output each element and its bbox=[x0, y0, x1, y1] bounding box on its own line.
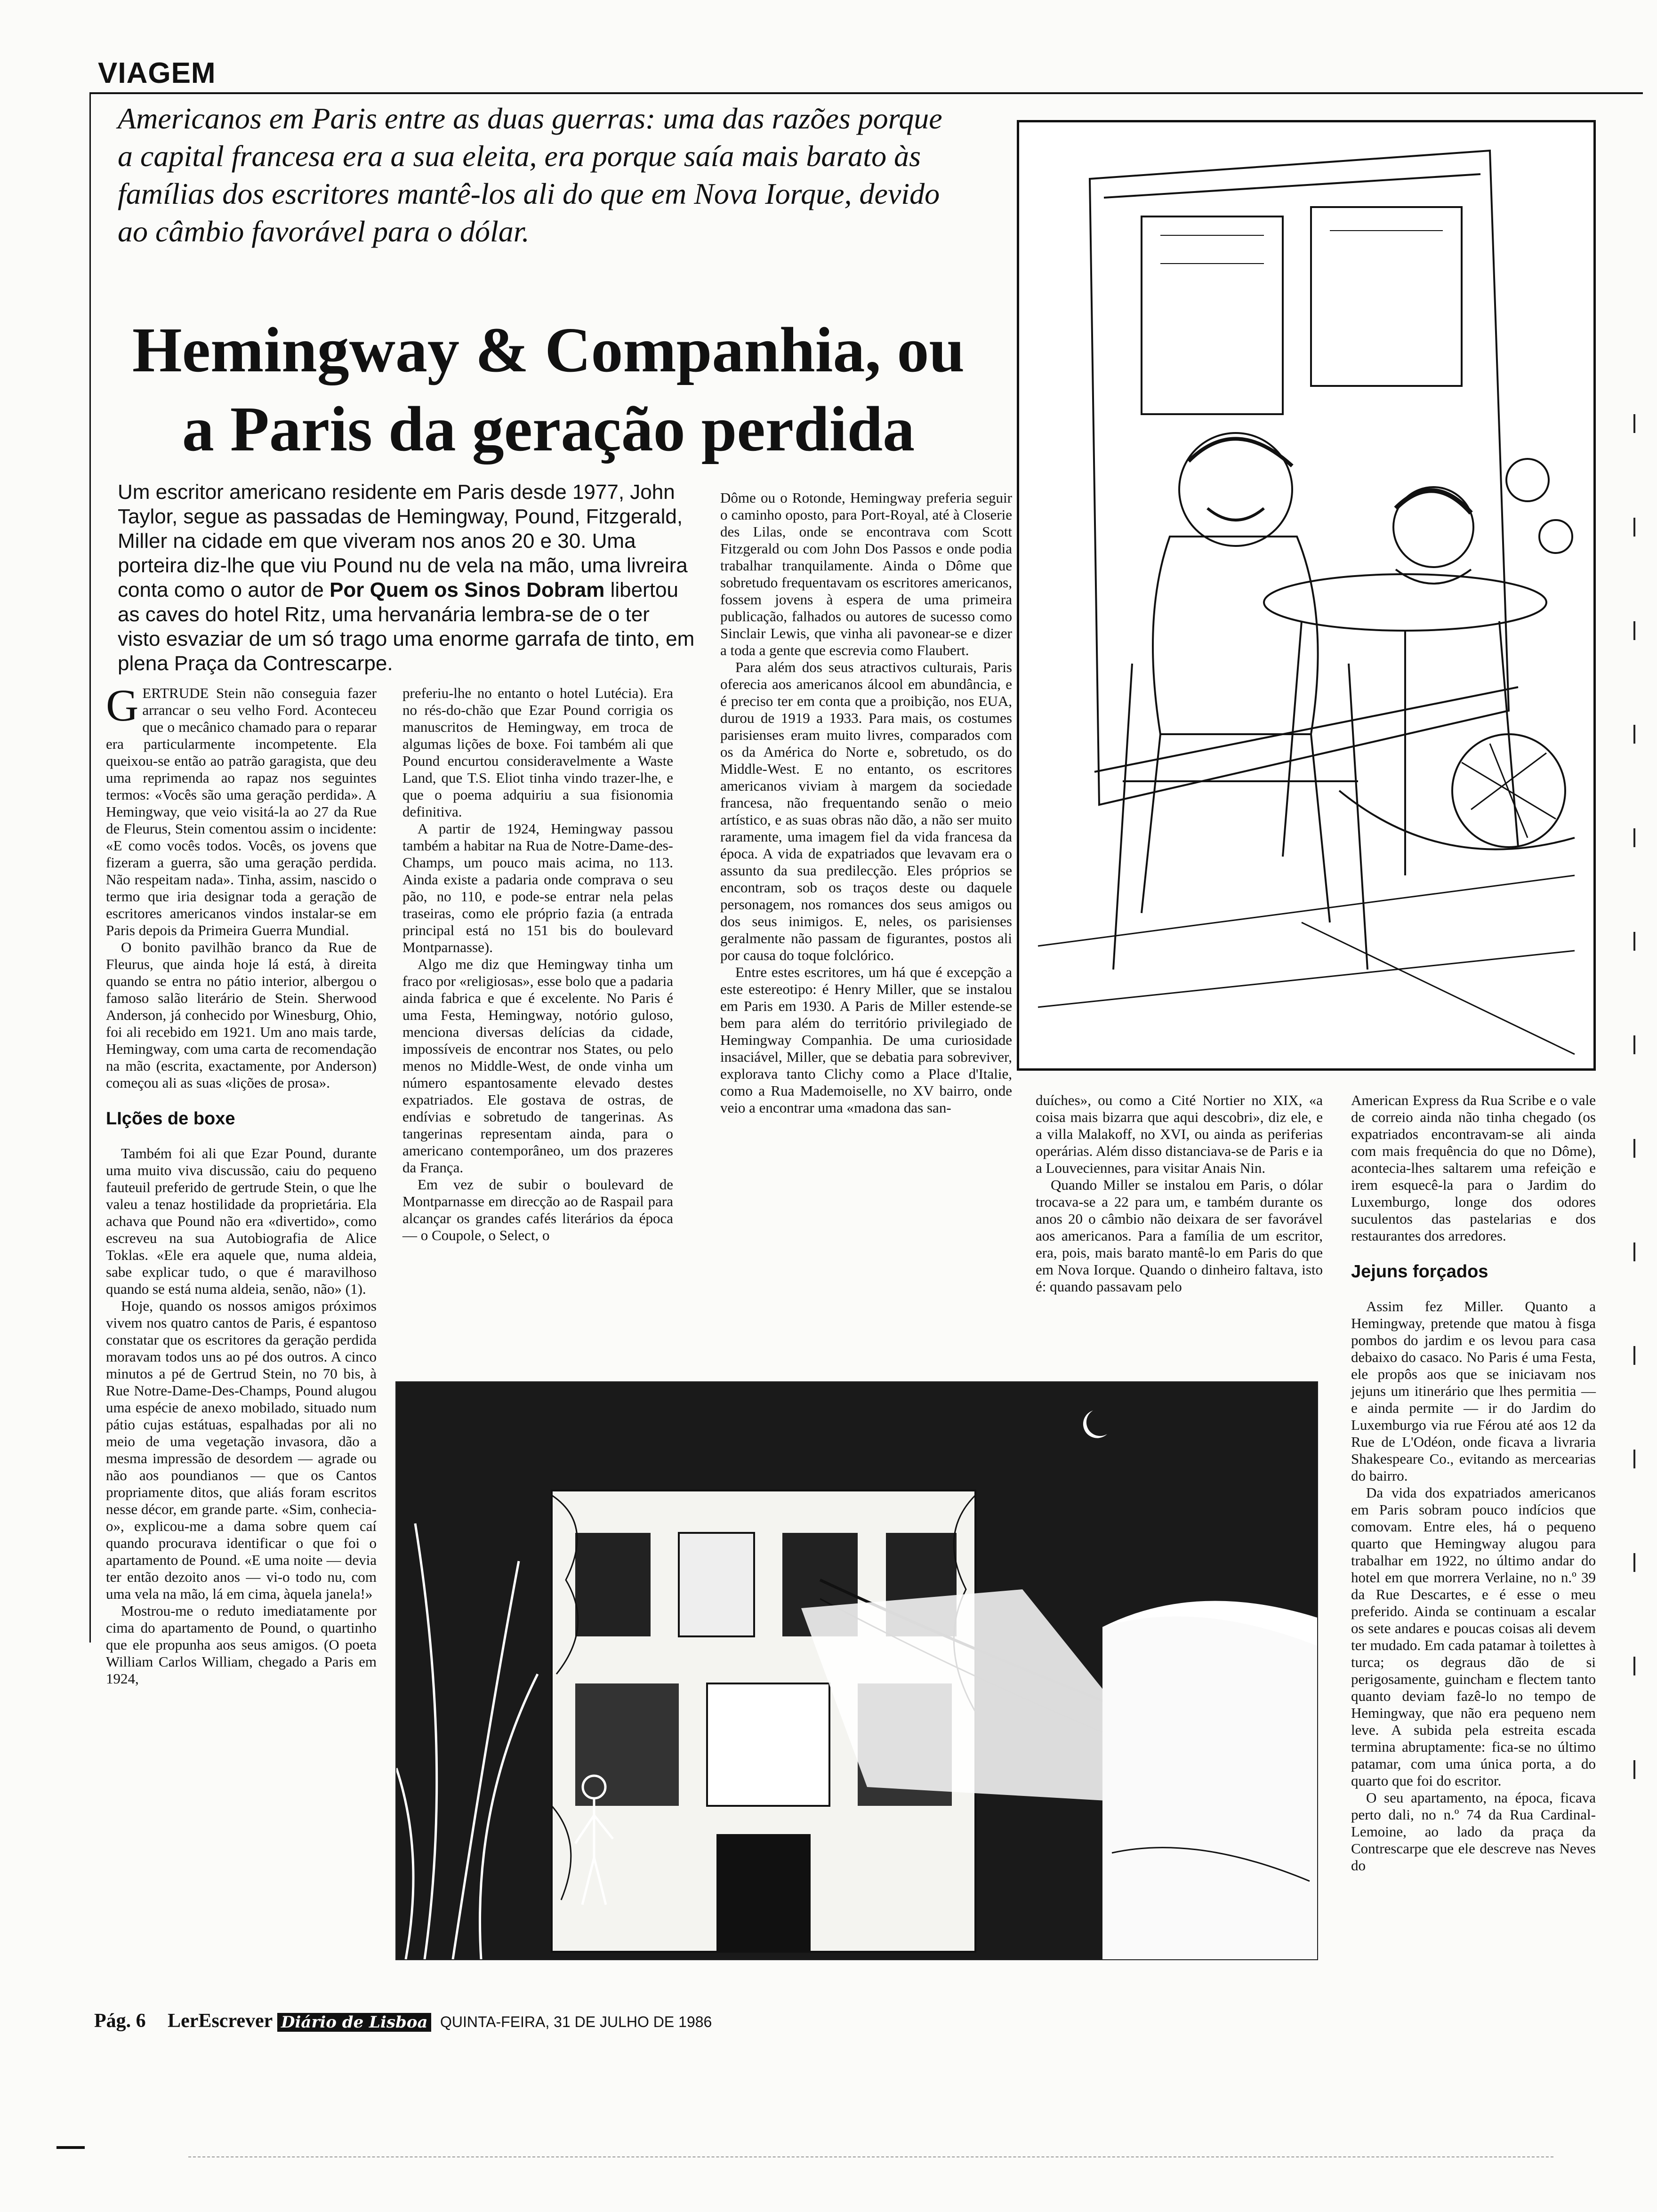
paragraph-text: ERTRUDE Stein não conseguia fazer arrancar o seu velho Ford. Aconteceu que o mecânico chamado para o reparar era particularmente incompetente. Ela queixou-se então ao patrão garagista, que deu uma reprimenda ao rapaz nos seguintes termos: «Vocês são uma geração perdida». A Hemingway, que veio visitá-la ao 27 da Rue de Fleurus, Stein comentou assim o incidente: «E como vocês todos. Vocês, os jovens que fizeram a guerra, são uma geração perdida. Não respeitam nada». Tinha, assim, nascido o termo que iria designar toda a geração de escritores americanos vindos instalar-se em Paris depois da Primeira Guerra Mundial. bbox=[106, 685, 377, 938]
issue-date: QUINTA-FEIRA, 31 DE JULHO DE 1986 bbox=[440, 2013, 712, 2030]
cafe-drawing bbox=[1019, 122, 1593, 1068]
headline bbox=[94, 311, 1003, 469]
section-label: VIAGEM bbox=[98, 57, 216, 89]
fold-line bbox=[188, 2156, 1553, 2157]
lead-paragraph: Americanos em Paris entre as duas guerras: uma das razões porque a capital francesa era a sua eleita, era porque saía mais barato às famílias dos escritores mantê-los ali do que em Nova Iorque, devido ao câmbio favorável para o dólar. bbox=[118, 102, 942, 248]
paragraph: Mostrou-me o reduto imediatamente por cima do apartamento de Pound, o quartinho que ele propunha aos seus amigos. (O poeta William Carlos William, chegado a Paris em 1924, bbox=[106, 1603, 377, 1687]
cafe-illustration bbox=[1017, 120, 1596, 1071]
courtyard-drawing bbox=[396, 1382, 1317, 1959]
supplement-name: LerEscrever bbox=[168, 2010, 273, 2032]
paragraph: O seu apartamento, na época, ficava perto dali, no n.º 74 da Rua Cardinal-Lemoine, ao lado da praça da Contrescarpe que ele descreve nas Neves do bbox=[1351, 1789, 1596, 1874]
paragraph: preferiu-lhe no entanto o hotel Lutécia). Era no rés-do-chão que Ezar Pound corrigia os manuscritos de Hemingway, em troca de algumas lições de boxe. Foi também ali que Pound encurtou consideravelmente a Waste Land, que T.S. Eliot tinha vindo trazer-lhe, e que o poema adquiriu a sua fisionomia definitiva. bbox=[402, 685, 673, 820]
headline-line-1: Hemingway & Companhia, ou bbox=[132, 315, 965, 385]
paragraph bbox=[106, 680, 377, 939]
paragraph: duíches», ou como a Cité Nortier no XIX, «a coisa mais bizarra que aqui descobri», diz ele, e a villa Malakoff, no XVI, ou ainda as periferias operárias. Além disso distanciava-se de Paris e ia a Louveciennes, para visitar Anais Nin. bbox=[1036, 1092, 1323, 1176]
paragraph: Da vida dos expatriados americanos em Paris sobram pouco indícios que comovam. Entre eles, há o pequeno quarto que Hemingway alugou para trabalhar em 1922, no último andar do hotel em que morrera Verlaine, no n.º 39 da Rue Descartes, e é esse o meu preferido. Ainda se continuam a escalar os sete andares e poucas coisas ali devem ter mudado. Em cada patamar à toilettes à turca; os degraus dão de si perigosamente, guincham e flectem tanto quanto deviam fazê-lo no tempo de Hemingway, que não era pequeno nem leve. A subida pela estreita escada termina abruptamente: fica-se no último patamar, com uma única porta, a do quarto que foi do escritor. bbox=[1351, 1484, 1596, 1789]
paragraph: A partir de 1924, Hemingway passou também a habitar na Rua de Notre-Dame-des-Champs, um pouco mais acima, no 113. Ainda existe a padaria onde comprava o seu pão, no 110, e pode-se entrar nela pelas traseiras, como ele próprio fazia (a entrada principal está no 151 bis do boulevard Montparnasse). bbox=[402, 820, 673, 955]
paragraph: American Express da Rua Scribe e o vale de correio ainda não tinha chegado (os expatriados encontravam-se ali ainda com mais frequência do que no Dôme), acontecia-lhes saltarem uma refeição e irem esquecê-la para o Jardim do Luxemburgo, longe dos odores suculentos das pastelarias e dos restaurantes dos arredores. bbox=[1351, 1092, 1596, 1244]
paragraph: Em vez de subir o boulevard de Montparnasse em direcção ao de Raspail para alcançar os grandes cafés literários da época — o Coupole, o Select, o bbox=[402, 1176, 673, 1243]
headline-line-2: a Paris da geração perdida bbox=[182, 394, 915, 465]
intro-book-title: Por Quem os Sinos Dobram bbox=[330, 578, 605, 601]
paragraph: O bonito pavilhão branco da Rue de Fleurus, que ainda hoje lá está, à direita quando se entra no pátio interior, albergou o famoso salão literário de Stein. Sherwood Anderson, já conhecido por Winesburg, Ohio, foi ali recebido em 1921. Um ano mais tarde, Hemingway, com uma carta de recomendação na mão (escrita, exactamente, por Anderson) começou ali as suas «lições de prosa». bbox=[106, 939, 377, 1091]
page-footer bbox=[94, 2010, 712, 2032]
intro-text-1: Um escritor americano residente em Paris desde 1977, John Taylor, segue as passadas de Hemingway, Pound, Fitzgerald, Miller na cidade em que viveram nos anos 20 e 30. Uma porteira diz-lhe que viu Pound nu de vela na mão, uma livreira conta como o autor de bbox=[118, 481, 688, 601]
paragraph: Assim fez Miller. Quanto a Hemingway, pretende que matou à fisga pombos do jardim e os levou para casa debaixo do casaco. No Paris é uma Festa, ele propôs aos que se iniciavam nos jejuns um itinerário que lhes permitia — e ainda permite — ir do Jardim do Luxemburgo via rue Férou até aos 12 da Rue de L'Odéon, onde ficava a livraria Shakespeare Co., evitando as mercearias do bairro. bbox=[1351, 1298, 1596, 1484]
paragraph: Para além dos seus atractivos culturais, Paris oferecia aos americanos álcool em abundância, e é preciso ter em conta que a proibição, nos EUA, durou de 1919 a 1933. Para mais, os costumes parisienses eram muito livres, comparados com os da América do Norte e, sobretudo, os do Middle-West. E no entanto, os escritores americanos viviam à margem da sociedade francesa, não frequentando senão o meio artístico, e as suas obras não dão, a não ser muito raramente, uma imagem fiel da vida francesa da época. A vida de expatriados que levavam era o assunto da sua predilecção. Eles próprios se encontram, sob os traços deste ou daquele personagem, nos romances dos seus amigos ou dos seus inimigos. E, neles, os parisienses geralmente não passam de figurantes, postos ali por causa do toque folclórico. bbox=[720, 659, 1012, 963]
paragraph: Dôme ou o Rotonde, Hemingway preferia seguir o caminho oposto, para Port-Royal, até à Closerie des Lilas, onde se encontrava com Scott Fitzgerald ou com John Dos Passos e onde podia trabalhar tranquilamente. Ainda o Dôme que sobretudo frequentavam os escritores americanos, fossem jovens à espera de uma primeira publicação, falhados ou autores de sucesso como Sinclair Lewis, que vinha ali pavonear-se e dizer a toda a gente que escrevia como Flaubert. bbox=[720, 489, 1012, 658]
newspaper-logo: Diário de Lisboa bbox=[277, 2013, 431, 2032]
intro-text-2: libertou as caves do hotel Ritz, uma hervanária lembra-se de o ter visto esvaziar de um só trago uma enorme garrafa de tinto, em plena Praça da Contrescarpe. bbox=[118, 578, 695, 675]
courtyard-illustration bbox=[395, 1381, 1318, 1960]
page-number: Pág. 6 bbox=[94, 2010, 146, 2032]
scan-edge-marks bbox=[1633, 414, 1635, 1826]
top-rule bbox=[89, 92, 1643, 94]
paragraph: Algo me diz que Hemingway tinha um fraco por «religiosas», esse bolo que a padaria ainda fabrica e que é excelente. No Paris é uma Festa, Hemingway, notório guloso, menciona diversas delícias da cidade, impossíveis de encontrar nos States, ou pelo menos no Middle-West, de onde vinha um número espantosamente elevado destes expatriados. Ele gostava de ostras, de endívias e sobretudo de tangerinas. As tangerinas representam ainda, para o americano contemporâneo, um dos prazeres da França. bbox=[402, 956, 673, 1176]
paragraph: Hoje, quando os nossos amigos próximos vivem nos quatro cantos de Paris, é espantoso constatar que os escritores da geração perdida moravam todos uns ao pé dos outros. A cinco minutos a pé de Gertrud Stein, no 70 bis, à Rue Notre-Dame-Des-Champs, Pound alugou uma espécie de anexo mobilado, situado num pátio cujas estátuas, espalhadas por ali no meio de uma vegetação invasora, dão a mesma impressão de desordem — agrade ou não aos poundianos — que os Cantos propriamente ditos, que aliás foram escritos nesse décor, em grande parte. «Sim, conhecia-o», explicou-me a dama sobre quem caí quando procurava identificar o que foi o apartamento de Pound. «E uma noite — devia ter então dezoito anos — vi-o todo nu, com uma vela na mão, lá em cima, àquela janela!» bbox=[106, 1298, 377, 1602]
scan-mark bbox=[56, 2146, 85, 2149]
article-column-3 bbox=[720, 489, 1012, 1116]
paragraph: Quando Miller se instalou em Paris, o dólar trocava-se a 22 para um, e também durante os anos 20 o câmbio não deixara de ser favorável aos americanos. Para a família de um escritor, era, pois, mais barato mantê-lo em Paris do que em Nova Iorque. Quando o dinheiro faltava, isto é: quando passavam pelo bbox=[1036, 1177, 1323, 1295]
paragraph: Entre estes escritores, um há que é excepção a este estereotipo: é Henry Miller, que se instalou em Paris em 1930. A Paris de Miller estende-se bem para além do território privilegiado de Hemingway Companhia. De uma curiosidade insaciável, Miller, que se debatia para sobreviver, explorava tanto Clichy como a Place d'Italie, como a Rua Mademoiselle, no XV bairro, onde veio a encontrar uma «madona das san- bbox=[720, 964, 1012, 1116]
drop-cap: G bbox=[106, 680, 139, 730]
article-column-1 bbox=[106, 680, 377, 1687]
subheading: LIções de boxe bbox=[106, 1109, 235, 1129]
article-column-2 bbox=[402, 685, 673, 1244]
subheading: Jejuns forçados bbox=[1351, 1262, 1488, 1282]
paragraph: Também foi ali que Ezar Pound, durante uma muito viva discussão, caiu do pequeno fauteuil preferido de gertrude Stein, o que lhe valeu a tenaz hostilidade da proprietária. Ela achava que Pound não era «divertido», como escreveu na sua Autobiografia de Alice Toklas. «Ele era aquele que, numa aldeia, sabe explicar tudo, o que é maravilhoso quando se está numa aldeia, senão, não» (1). bbox=[106, 1145, 377, 1297]
article-column-4 bbox=[1036, 1092, 1323, 1295]
intro-paragraph bbox=[118, 480, 697, 676]
article-column-5 bbox=[1351, 1092, 1596, 1874]
left-rule bbox=[89, 94, 91, 1643]
